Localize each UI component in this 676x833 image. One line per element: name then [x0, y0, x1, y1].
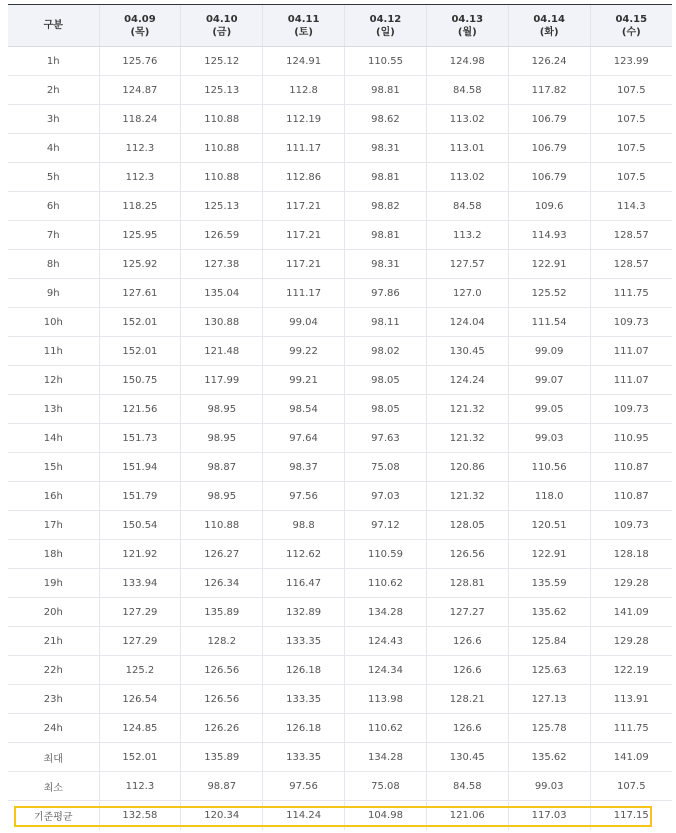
table-row	[8, 685, 672, 714]
price-cell: 98.02	[345, 337, 427, 366]
row-label: 15h	[8, 453, 99, 482]
price-cell: 97.56	[263, 482, 345, 511]
price-cell: 98.81	[345, 163, 427, 192]
price-cell: 99.04	[263, 308, 345, 337]
price-cell: 121.48	[181, 337, 263, 366]
price-cell: 124.04	[426, 308, 508, 337]
price-cell: 106.79	[508, 134, 590, 163]
price-cell: 126.6	[426, 714, 508, 743]
table-row	[8, 337, 672, 366]
row-label: 9h	[8, 279, 99, 308]
price-cell: 98.81	[345, 221, 427, 250]
price-cell: 110.56	[508, 453, 590, 482]
price-cell: 110.88	[181, 163, 263, 192]
price-cell: 114.3	[590, 192, 672, 221]
price-cell: 127.61	[99, 279, 181, 308]
row-label: 16h	[8, 482, 99, 511]
header-weekday: (토)	[294, 26, 314, 38]
price-cell: 126.59	[181, 221, 263, 250]
price-cell: 98.05	[345, 395, 427, 424]
price-cell: 111.75	[590, 279, 672, 308]
price-cell: 97.56	[263, 772, 345, 801]
price-cell: 110.95	[590, 424, 672, 453]
price-cell: 107.5	[590, 163, 672, 192]
price-cell: 128.18	[590, 540, 672, 569]
price-cell: 133.35	[263, 627, 345, 656]
price-cell: 127.29	[99, 598, 181, 627]
price-cell: 99.07	[508, 366, 590, 395]
price-cell: 113.2	[426, 221, 508, 250]
price-cell: 111.07	[590, 337, 672, 366]
price-cell: 99.21	[263, 366, 345, 395]
price-table-container	[8, 4, 672, 830]
price-cell: 110.88	[181, 105, 263, 134]
table-row	[8, 366, 672, 395]
price-cell: 121.56	[99, 395, 181, 424]
row-label: 11h	[8, 337, 99, 366]
table-row	[8, 308, 672, 337]
price-cell: 125.78	[508, 714, 590, 743]
table-row	[8, 250, 672, 279]
price-cell: 133.35	[263, 743, 345, 772]
price-cell: 84.58	[426, 772, 508, 801]
price-cell: 110.88	[181, 134, 263, 163]
price-cell: 125.84	[508, 627, 590, 656]
table-row	[8, 743, 672, 772]
price-cell: 135.59	[508, 569, 590, 598]
price-cell: 97.63	[345, 424, 427, 453]
table-row	[8, 192, 672, 221]
table-row	[8, 627, 672, 656]
price-cell: 134.28	[345, 743, 427, 772]
price-cell: 121.32	[426, 395, 508, 424]
price-cell: 121.06	[426, 801, 508, 830]
row-label: 14h	[8, 424, 99, 453]
price-cell: 113.91	[590, 685, 672, 714]
price-cell: 110.59	[345, 540, 427, 569]
price-cell: 112.3	[99, 163, 181, 192]
row-label: 5h	[8, 163, 99, 192]
price-cell: 120.86	[426, 453, 508, 482]
header-label: 구분	[8, 5, 99, 47]
price-cell: 112.62	[263, 540, 345, 569]
price-cell: 130.88	[181, 308, 263, 337]
price-cell: 135.04	[181, 279, 263, 308]
price-cell: 98.37	[263, 453, 345, 482]
row-label: 8h	[8, 250, 99, 279]
header-date: 04.10	[205, 13, 238, 25]
header-weekday: (월)	[457, 26, 477, 38]
price-cell: 152.01	[99, 308, 181, 337]
row-label: 3h	[8, 105, 99, 134]
price-cell: 99.03	[508, 772, 590, 801]
price-cell: 124.43	[345, 627, 427, 656]
price-cell: 135.62	[508, 743, 590, 772]
price-cell: 150.75	[99, 366, 181, 395]
price-cell: 109.6	[508, 192, 590, 221]
price-cell: 125.12	[181, 47, 263, 76]
price-cell: 97.86	[345, 279, 427, 308]
table-body	[8, 47, 672, 830]
row-label: 24h	[8, 714, 99, 743]
price-cell: 98.87	[181, 772, 263, 801]
price-cell: 117.03	[508, 801, 590, 830]
price-cell: 124.87	[99, 76, 181, 105]
price-cell: 126.56	[181, 685, 263, 714]
price-cell: 122.91	[508, 540, 590, 569]
price-cell: 104.98	[345, 801, 427, 830]
price-cell: 126.6	[426, 627, 508, 656]
table-row	[8, 772, 672, 801]
price-cell: 150.54	[99, 511, 181, 540]
header-weekday: (수)	[621, 26, 641, 38]
header-date: 04.13	[451, 13, 484, 25]
row-label: 최소	[8, 772, 99, 801]
price-cell: 84.58	[426, 192, 508, 221]
price-cell: 128.57	[590, 250, 672, 279]
header-date: 04.12	[369, 13, 402, 25]
price-cell: 111.17	[263, 279, 345, 308]
row-label: 13h	[8, 395, 99, 424]
price-cell: 126.18	[263, 714, 345, 743]
price-cell: 122.91	[508, 250, 590, 279]
row-label: 6h	[8, 192, 99, 221]
price-cell: 126.34	[181, 569, 263, 598]
price-cell: 132.58	[99, 801, 181, 830]
price-cell: 99.22	[263, 337, 345, 366]
price-cell: 135.89	[181, 598, 263, 627]
header-day	[99, 5, 181, 47]
price-cell: 125.2	[99, 656, 181, 685]
row-label: 23h	[8, 685, 99, 714]
price-cell: 98.11	[345, 308, 427, 337]
price-cell: 125.63	[508, 656, 590, 685]
price-cell: 125.52	[508, 279, 590, 308]
price-cell: 133.94	[99, 569, 181, 598]
price-cell: 99.03	[508, 424, 590, 453]
price-cell: 151.94	[99, 453, 181, 482]
price-cell: 126.24	[508, 47, 590, 76]
price-cell: 113.01	[426, 134, 508, 163]
price-cell: 151.73	[99, 424, 181, 453]
price-cell: 124.85	[99, 714, 181, 743]
row-label: 4h	[8, 134, 99, 163]
price-cell: 114.93	[508, 221, 590, 250]
price-cell: 117.82	[508, 76, 590, 105]
price-cell: 107.5	[590, 76, 672, 105]
header-day	[590, 5, 672, 47]
price-cell: 112.86	[263, 163, 345, 192]
price-cell: 118.25	[99, 192, 181, 221]
price-cell: 125.76	[99, 47, 181, 76]
price-cell: 113.02	[426, 105, 508, 134]
price-cell: 124.91	[263, 47, 345, 76]
price-cell: 116.47	[263, 569, 345, 598]
price-cell: 132.89	[263, 598, 345, 627]
row-label: 2h	[8, 76, 99, 105]
table-row	[8, 598, 672, 627]
price-cell: 126.56	[426, 540, 508, 569]
price-cell: 152.01	[99, 337, 181, 366]
price-cell: 111.07	[590, 366, 672, 395]
price-cell: 128.57	[590, 221, 672, 250]
price-cell: 110.62	[345, 714, 427, 743]
price-cell: 126.56	[181, 656, 263, 685]
price-cell: 110.87	[590, 482, 672, 511]
price-cell: 128.81	[426, 569, 508, 598]
row-label: 1h	[8, 47, 99, 76]
header-weekday: (일)	[376, 26, 395, 38]
price-cell: 127.27	[426, 598, 508, 627]
price-cell: 121.32	[426, 482, 508, 511]
price-cell: 117.99	[181, 366, 263, 395]
price-cell: 112.3	[99, 134, 181, 163]
price-cell: 111.54	[508, 308, 590, 337]
price-cell: 117.15	[590, 801, 672, 830]
header-weekday: (목)	[130, 26, 150, 38]
price-cell: 112.3	[99, 772, 181, 801]
row-label: 최대	[8, 743, 99, 772]
price-cell: 135.89	[181, 743, 263, 772]
table-row	[8, 482, 672, 511]
table-row	[8, 569, 672, 598]
price-cell: 126.26	[181, 714, 263, 743]
row-label: 17h	[8, 511, 99, 540]
price-cell: 75.08	[345, 453, 427, 482]
price-cell: 109.73	[590, 395, 672, 424]
price-cell: 118.24	[99, 105, 181, 134]
price-table	[8, 4, 672, 830]
table-row	[8, 395, 672, 424]
price-cell: 124.98	[426, 47, 508, 76]
price-cell: 124.34	[345, 656, 427, 685]
price-cell: 127.0	[426, 279, 508, 308]
table-row	[8, 47, 672, 76]
average-row	[8, 801, 672, 830]
price-cell: 128.21	[426, 685, 508, 714]
price-cell: 141.09	[590, 598, 672, 627]
price-cell: 98.95	[181, 395, 263, 424]
price-cell: 112.8	[263, 76, 345, 105]
header-date: 04.14	[533, 13, 565, 25]
price-cell: 152.01	[99, 743, 181, 772]
price-cell: 98.54	[263, 395, 345, 424]
price-cell: 117.21	[263, 250, 345, 279]
price-cell: 125.13	[181, 192, 263, 221]
table-row	[8, 424, 672, 453]
header-row	[8, 5, 672, 47]
price-cell: 133.35	[263, 685, 345, 714]
price-cell: 113.02	[426, 163, 508, 192]
price-cell: 126.54	[99, 685, 181, 714]
price-cell: 107.5	[590, 134, 672, 163]
price-cell: 98.87	[181, 453, 263, 482]
price-cell: 98.62	[345, 105, 427, 134]
row-label: 7h	[8, 221, 99, 250]
price-cell: 110.87	[590, 453, 672, 482]
price-cell: 98.31	[345, 134, 427, 163]
price-cell: 126.27	[181, 540, 263, 569]
table-row	[8, 656, 672, 685]
header-day	[426, 5, 508, 47]
price-cell: 99.05	[508, 395, 590, 424]
table-row	[8, 163, 672, 192]
price-cell: 98.82	[345, 192, 427, 221]
price-cell: 135.62	[508, 598, 590, 627]
header-day	[181, 5, 263, 47]
price-cell: 97.12	[345, 511, 427, 540]
price-cell: 98.8	[263, 511, 345, 540]
price-cell: 127.57	[426, 250, 508, 279]
price-cell: 117.21	[263, 192, 345, 221]
price-cell: 127.29	[99, 627, 181, 656]
price-cell: 125.13	[181, 76, 263, 105]
header-date: 04.09	[124, 13, 156, 25]
table-row	[8, 511, 672, 540]
header-day	[508, 5, 590, 47]
price-cell: 125.95	[99, 221, 181, 250]
price-cell: 129.28	[590, 627, 672, 656]
price-cell: 98.95	[181, 424, 263, 453]
table-row	[8, 540, 672, 569]
price-cell: 98.05	[345, 366, 427, 395]
price-cell: 84.58	[426, 76, 508, 105]
row-label: 기준평균	[33, 811, 73, 823]
price-cell: 127.38	[181, 250, 263, 279]
price-cell: 114.24	[263, 801, 345, 830]
price-cell: 151.79	[99, 482, 181, 511]
row-label: 21h	[8, 627, 99, 656]
header-date: 04.15	[615, 13, 648, 25]
price-cell: 109.73	[590, 511, 672, 540]
price-cell: 98.81	[345, 76, 427, 105]
row-label: 18h	[8, 540, 99, 569]
table-row	[8, 279, 672, 308]
price-cell: 113.98	[345, 685, 427, 714]
price-cell: 98.31	[345, 250, 427, 279]
table-row	[8, 105, 672, 134]
price-cell: 121.92	[99, 540, 181, 569]
table-row	[8, 453, 672, 482]
price-cell: 107.5	[590, 105, 672, 134]
header-day	[263, 5, 345, 47]
row-label: 20h	[8, 598, 99, 627]
header-day	[345, 5, 427, 47]
row-label: 10h	[8, 308, 99, 337]
price-cell: 126.6	[426, 656, 508, 685]
price-cell: 134.28	[345, 598, 427, 627]
price-cell: 130.45	[426, 743, 508, 772]
price-cell: 124.24	[426, 366, 508, 395]
price-cell: 122.19	[590, 656, 672, 685]
price-cell: 141.09	[590, 743, 672, 772]
price-cell: 106.79	[508, 163, 590, 192]
header-date: 04.11	[287, 13, 320, 25]
price-cell: 118.0	[508, 482, 590, 511]
row-label: 19h	[8, 569, 99, 598]
row-label: 12h	[8, 366, 99, 395]
table-row	[8, 221, 672, 250]
price-cell: 129.28	[590, 569, 672, 598]
price-cell: 130.45	[426, 337, 508, 366]
price-cell: 125.92	[99, 250, 181, 279]
header-weekday: (금)	[212, 26, 232, 38]
price-cell: 117.21	[263, 221, 345, 250]
row-label: 22h	[8, 656, 99, 685]
price-cell: 97.03	[345, 482, 427, 511]
header-weekday: (화)	[539, 26, 559, 38]
price-cell: 110.55	[345, 47, 427, 76]
price-cell: 128.05	[426, 511, 508, 540]
price-cell: 120.51	[508, 511, 590, 540]
price-cell: 121.32	[426, 424, 508, 453]
price-cell: 97.64	[263, 424, 345, 453]
price-cell: 120.34	[181, 801, 263, 830]
price-cell: 111.75	[590, 714, 672, 743]
price-cell: 107.5	[590, 772, 672, 801]
price-cell: 106.79	[508, 105, 590, 134]
price-cell: 111.17	[263, 134, 345, 163]
price-cell: 123.99	[590, 47, 672, 76]
table-row	[8, 76, 672, 105]
price-cell: 109.73	[590, 308, 672, 337]
price-cell: 127.13	[508, 685, 590, 714]
price-cell: 99.09	[508, 337, 590, 366]
price-cell: 75.08	[345, 772, 427, 801]
price-cell: 126.18	[263, 656, 345, 685]
table-row	[8, 134, 672, 163]
price-cell: 128.2	[181, 627, 263, 656]
price-cell: 112.19	[263, 105, 345, 134]
price-cell: 110.88	[181, 511, 263, 540]
price-cell: 98.95	[181, 482, 263, 511]
table-row	[8, 714, 672, 743]
price-cell: 110.62	[345, 569, 427, 598]
